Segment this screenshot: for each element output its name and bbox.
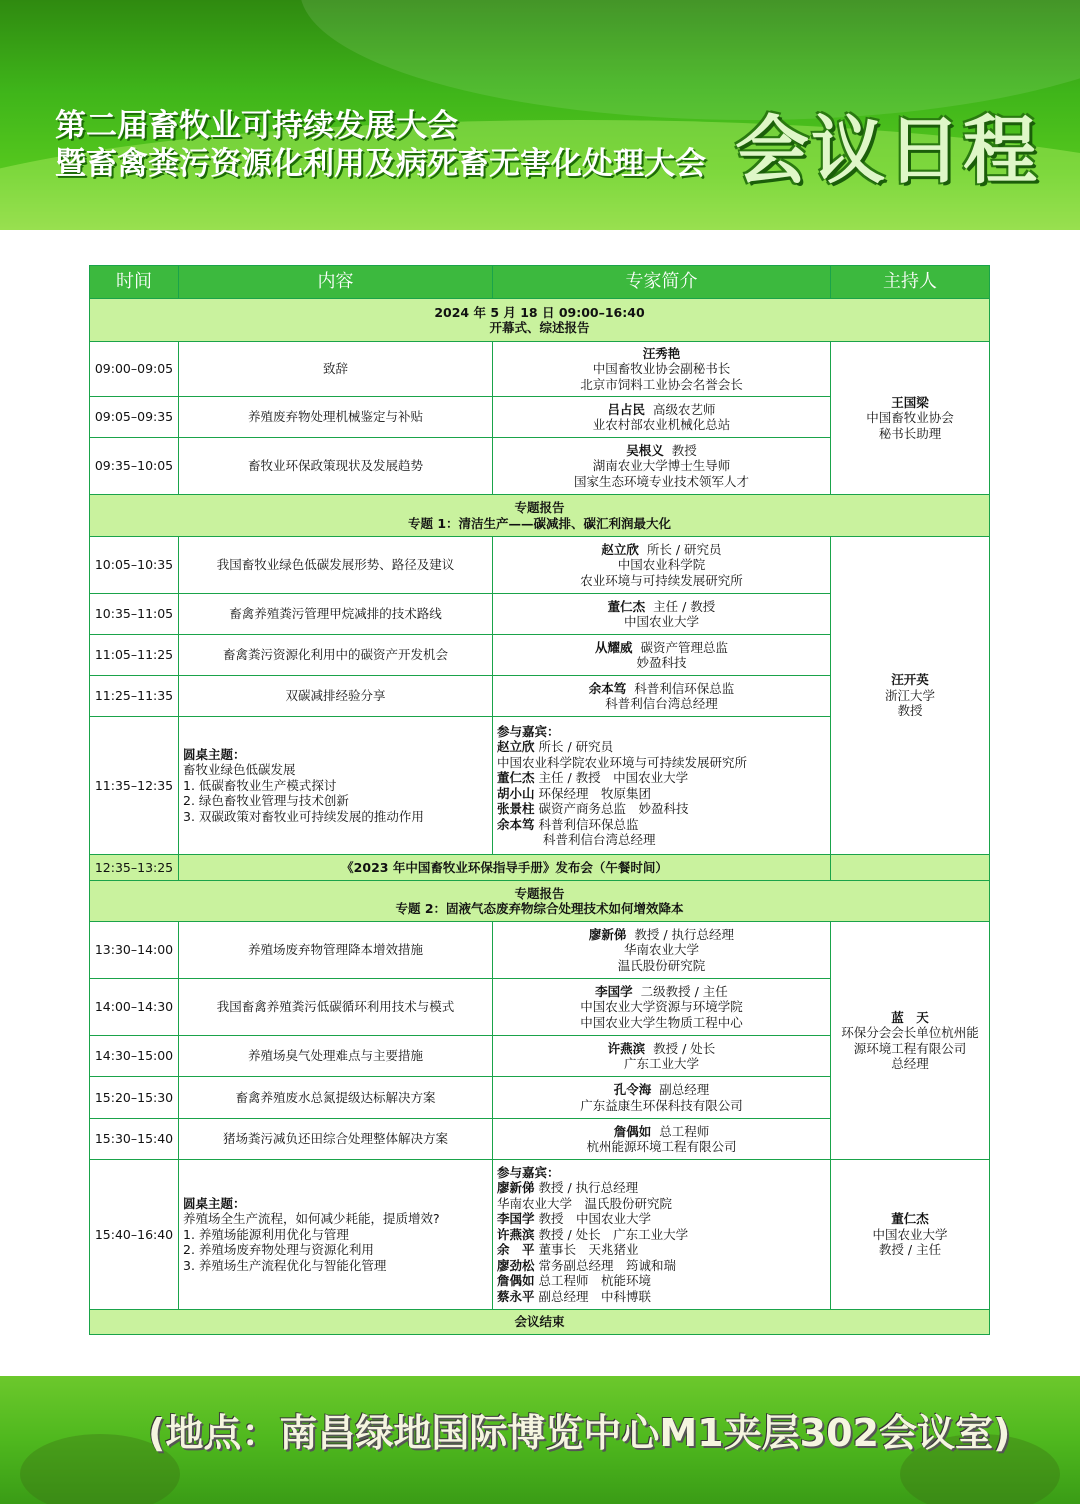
expert-name: 廖新俤 (588, 926, 627, 942)
guest-name: 廖新俤 (497, 1180, 535, 1196)
guest-desc: 环保经理 牧原集团 (538, 785, 652, 801)
conference-title-line1: 第二届畜牧业可持续发展大会 (55, 108, 458, 144)
row-expert (493, 1036, 831, 1077)
roundtable-theme: 畜牧业绿色低碳发展 (183, 762, 296, 778)
expert-line: 杭州能源环境工程有限公司 (586, 1139, 737, 1154)
expert-name: 赵立欣 (601, 541, 639, 557)
row-expert (493, 438, 831, 495)
expert-name: 吕占民 (607, 401, 646, 417)
row-content: 畜禽养殖废水总氮提级达标解决方案 (179, 1077, 493, 1119)
expert-name: 吴根义 (626, 442, 664, 458)
row-time: 10:35–11:05 (90, 594, 179, 635)
row-content: 猪场粪污减负还田综合处理整体解决方案 (179, 1119, 493, 1160)
expert-title: 二级教授 / 主任 (640, 983, 728, 999)
section-label: 专题报告 (514, 885, 565, 901)
expert-title: 科普利信环保总监 (634, 680, 735, 696)
row-expert (493, 676, 831, 717)
guest-name: 胡小山 (497, 785, 535, 801)
expert-title: 教授 / 执行总经理 (634, 926, 735, 942)
roundtable-item: 2. 绿色畜牧业管理与技术创新 (183, 793, 349, 809)
host-name: 汪开英 (891, 672, 929, 688)
row-time: 15:30–15:40 (90, 1119, 179, 1160)
guest-name: 张景柱 (497, 801, 535, 816)
expert-name: 从耀威 (595, 639, 633, 655)
roundtable-row (90, 1160, 990, 1310)
row-expert (493, 1119, 831, 1160)
row-content: 养殖废弃物处理机械鉴定与补贴 (179, 397, 493, 438)
row-content: 致辞 (179, 342, 493, 397)
row-host (831, 537, 990, 855)
conference-title-line2: 暨畜禽粪污资源化利用及病死畜无害化处理大会 (55, 146, 706, 182)
header-host: 主持人 (831, 266, 990, 299)
section-row (90, 495, 990, 537)
expert-title: 教授 / 处长 (653, 1040, 716, 1056)
host-line: 教授 (897, 703, 923, 719)
roundtable-guests (493, 1160, 831, 1310)
header-expert: 专家简介 (493, 266, 831, 299)
expert-line: 国家生态环境专业技术领军人才 (573, 473, 749, 489)
row-expert (493, 979, 831, 1036)
guest-desc: 碳资产商务总监 妙盈科技 (538, 801, 689, 816)
expert-line: 温氏股份研究院 (617, 957, 706, 973)
roundtable-guests (493, 717, 831, 855)
expert-line: 湖南农业大学博士生导师 (592, 458, 731, 474)
host-line: 总经理 (891, 1056, 929, 1071)
section-date: 2024 年 5 月 18 日 09:00–16:40 (434, 304, 645, 320)
guest-name: 赵立欣 (497, 739, 535, 754)
guest-desc: 华南农业大学 温氏股份研究院 (497, 1195, 673, 1211)
roundtable-label: 圆桌主题： (183, 746, 246, 762)
row-content: 养殖场臭气处理难点与主要措施 (179, 1036, 493, 1077)
guest-name: 李国学 (497, 1211, 535, 1227)
expert-line: 中国农业大学 (623, 614, 699, 629)
row-expert (493, 594, 831, 635)
location-text: (地点：南昌绿地国际博览中心M1夹层302会议室) (148, 1411, 1011, 1455)
row-time: 09:35–10:05 (90, 438, 179, 495)
expert-name: 余本笃 (588, 680, 627, 696)
expert-line: 中国农业科学院 (617, 557, 706, 573)
roundtable-topic (179, 1160, 493, 1310)
row-expert (493, 397, 831, 438)
row-expert (493, 342, 831, 397)
guest-name: 廖劲松 (497, 1257, 535, 1273)
row-time: 14:30–15:00 (90, 1036, 179, 1077)
row-time: 10:05–10:35 (90, 537, 179, 594)
host-name: 蓝 天 (891, 1009, 929, 1025)
row-expert (493, 537, 831, 594)
guest-desc: 董事长 天兆猪业 (538, 1242, 639, 1258)
host-line: 浙江大学 (884, 687, 935, 703)
expert-title: 高级农艺师 (652, 401, 716, 417)
guests-label: 参与嘉宾： (497, 723, 560, 739)
guest-desc: 副总经理 中科博联 (538, 1288, 652, 1304)
guest-desc: 主任 / 教授 中国农业大学 (538, 770, 689, 785)
guest-desc: 常务副总经理 筠诚和瑞 (538, 1257, 677, 1273)
guest-name: 董仁杰 (497, 770, 535, 785)
header-content: 内容 (179, 266, 493, 299)
expert-title: 总工程师 (659, 1123, 710, 1139)
expert-line: 广东工业大学 (623, 1056, 699, 1071)
row-expert (493, 635, 831, 676)
guest-desc: 教授 中国农业大学 (538, 1211, 652, 1227)
roundtable-item: 3. 养殖场生产流程优化与智能化管理 (183, 1257, 387, 1273)
expert-line: 中国农业大学生物质工程中心 (580, 1014, 743, 1030)
expert-line: 广东益康生环保科技有限公司 (580, 1097, 743, 1113)
expert-title: 副总经理 (659, 1082, 710, 1097)
schedule-table (89, 265, 990, 1335)
end-label: 会议结束 (90, 1310, 990, 1335)
expert-line: 妙盈科技 (636, 655, 687, 670)
expert-line: 华南农业大学 (623, 942, 699, 958)
guest-name: 詹偶如 (497, 1273, 535, 1289)
section-label: 专题报告 (514, 500, 565, 515)
lunch-content: 《2023 年中国畜牧业环保指导手册》发布会（午餐时间） (179, 855, 831, 881)
guest-desc: 科普利信环保总监 (538, 816, 639, 832)
expert-title: 主任 / 教授 (653, 598, 716, 614)
section-topic: 专题 1：清洁生产——碳减排、碳汇利润最大化 (407, 515, 672, 531)
header-time: 时间 (90, 266, 179, 299)
row-content: 我国畜牧业绿色低碳发展形势、路径及建议 (179, 537, 493, 594)
guest-desc: 中国农业科学院农业环境与可持续发展研究所 (497, 754, 748, 770)
host-line: 环保分会会长单位杭州能 (841, 1025, 979, 1040)
table-row (90, 342, 990, 397)
expert-name: 汪秀艳 (642, 345, 681, 361)
row-time: 09:00–09:05 (90, 342, 179, 397)
end-row (90, 1310, 990, 1335)
schedule-title: 会议日程 (735, 108, 1039, 194)
guest-desc: 教授 / 处长 广东工业大学 (538, 1226, 689, 1242)
row-host (831, 1160, 990, 1310)
guests-label: 参与嘉宾： (497, 1164, 560, 1180)
roundtable-item: 1. 低碳畜牧业生产模式探讨 (183, 777, 337, 793)
host-line: 秘书长助理 (878, 425, 942, 441)
expert-title: 所长 / 研究员 (646, 541, 722, 557)
guest-desc: 科普利信台湾总经理 (543, 832, 656, 847)
table-row (90, 537, 990, 594)
row-time: 13:30–14:00 (90, 922, 179, 979)
expert-line: 科普利信台湾总经理 (605, 696, 718, 711)
roundtable-item: 3. 双碳政策对畜牧业可持续发展的推动作用 (183, 808, 424, 824)
table-header-row (90, 266, 990, 299)
host-line: 中国农业大学 (872, 1226, 948, 1242)
table-row (90, 922, 990, 979)
host-line: 中国畜牧业协会 (866, 410, 954, 426)
host-line: 源环境工程有限公司 (853, 1040, 967, 1056)
expert-line: 北京市饲料工业协会名誉会长 (580, 376, 743, 392)
row-content: 畜牧业环保政策现状及发展趋势 (179, 438, 493, 495)
guest-name: 许燕滨 (497, 1226, 535, 1242)
section-row (90, 299, 990, 342)
row-content: 我国畜禽养殖粪污低碳循环利用技术与模式 (179, 979, 493, 1036)
expert-title: 碳资产管理总监 (640, 639, 728, 655)
row-content: 养殖场废弃物管理降本增效措施 (179, 922, 493, 979)
roundtable-theme: 养殖场全生产流程，如何减少耗能，提质增效? (183, 1211, 440, 1227)
row-time: 09:05–09:35 (90, 397, 179, 438)
expert-title: 教授 (671, 442, 697, 458)
roundtable-item: 2. 养殖场废弃物处理与资源化利用 (183, 1242, 374, 1258)
row-expert (493, 1077, 831, 1119)
row-content: 畜禽养殖粪污管理甲烷减排的技术路线 (179, 594, 493, 635)
expert-name: 孔令海 (613, 1082, 652, 1097)
row-time: 14:00–14:30 (90, 979, 179, 1036)
row-expert (493, 922, 831, 979)
guest-desc: 所长 / 研究员 (538, 739, 614, 754)
host-name: 董仁杰 (891, 1211, 929, 1227)
lunch-row (90, 855, 990, 881)
host-name: 王国梁 (891, 394, 929, 410)
lunch-host (831, 855, 990, 881)
row-time: 11:35–12:35 (90, 717, 179, 855)
expert-name: 李国学 (595, 983, 633, 999)
expert-name: 詹偶如 (613, 1123, 652, 1139)
expert-line: 农业环境与可持续发展研究所 (580, 572, 743, 588)
section-title: 开幕式、综述报告 (489, 320, 590, 335)
expert-line: 中国农业大学资源与环境学院 (580, 999, 743, 1015)
row-time: 11:05–11:25 (90, 635, 179, 676)
expert-name: 董仁杰 (607, 598, 646, 614)
expert-line: 中国畜牧业协会副秘书长 (592, 361, 731, 377)
row-host (831, 922, 990, 1160)
row-time: 15:40–16:40 (90, 1160, 179, 1310)
row-host (831, 342, 990, 495)
expert-name: 许燕滨 (607, 1040, 646, 1056)
row-content: 畜禽粪污资源化利用中的碳资产开发机会 (179, 635, 493, 676)
guest-name: 余 平 (497, 1242, 535, 1258)
row-content: 双碳减排经验分享 (179, 676, 493, 717)
row-time: 15:20–15:30 (90, 1077, 179, 1119)
roundtable-label: 圆桌主题： (183, 1195, 246, 1211)
guest-name: 蔡永平 (497, 1288, 535, 1304)
section-row (90, 881, 990, 922)
roundtable-item: 1. 养殖场能源利用优化与管理 (183, 1226, 349, 1242)
row-time: 11:25–11:35 (90, 676, 179, 717)
expert-line: 业农村部农业机械化总站 (592, 417, 731, 432)
guest-desc: 总工程师 杭能环境 (538, 1273, 652, 1289)
section-topic: 专题 2：固液气态废弃物综合处理技术如何增效降本 (395, 901, 684, 916)
roundtable-topic (179, 717, 493, 855)
row-time: 12:35–13:25 (90, 855, 179, 881)
guest-desc: 教授 / 执行总经理 (538, 1180, 639, 1196)
guest-name: 余本笃 (497, 816, 535, 832)
host-line: 教授 / 主任 (878, 1242, 942, 1258)
